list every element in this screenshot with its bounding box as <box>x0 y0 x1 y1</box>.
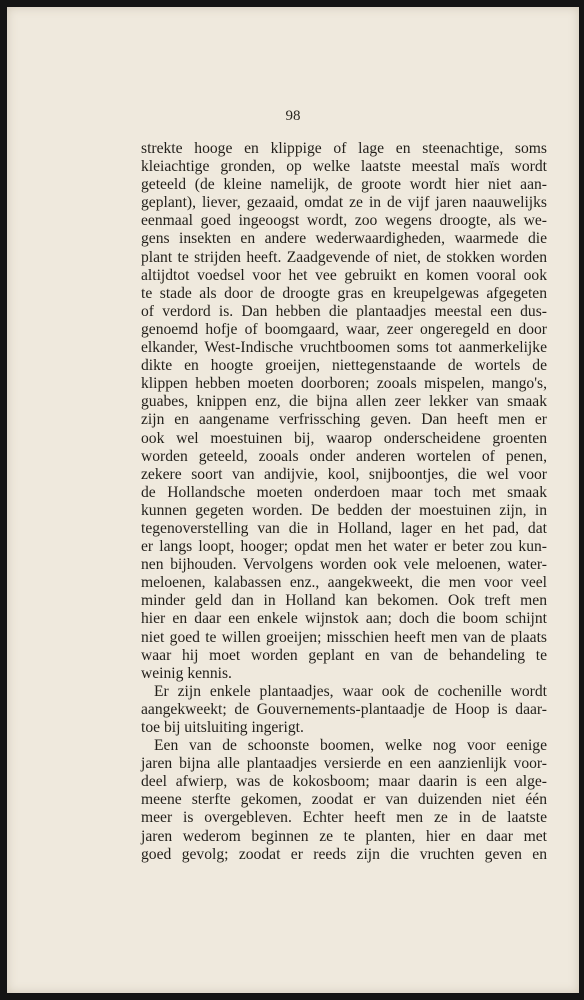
text-line: klippen hebben moeten doorboren; zooals mispelen, mango's, <box>141 375 547 393</box>
text-line: eenmaal goed ingeoogst wordt, zoo wegens droogte, als we- <box>141 212 547 230</box>
text-line: te stade als door de droogte gras en kreupelgewas afgegeten <box>141 284 547 302</box>
text-line: altijdtot voedsel voor het vee gebruikt en komen vooral ook <box>141 266 547 284</box>
body-text <box>141 140 547 864</box>
text-line: goed gevolg; zoodat er reeds zijn die vruchten geven en <box>141 845 547 863</box>
text-line: aangekweekt; de Gouvernements-plantaadje de Hoop is daar- <box>141 700 547 718</box>
text-line: ook wel moestuinen bij, waarop onderscheidene groenten <box>141 429 547 447</box>
text-line: Een van de schoonste boomen, welke nog voor eenige <box>154 737 547 755</box>
text-line: zekere soort van andijvie, kool, snijboontjes, die wel voor <box>141 465 547 483</box>
text-line: zijn en aangename verfrissching geven. Dan heeft men er <box>141 411 547 429</box>
text-line: toe bij uitsluiting ingerigt. <box>141 719 304 736</box>
text-line: meene sterfte gekomen, zoodat er van duizenden niet één <box>141 791 547 809</box>
text-line: jaren wederom beginnen ze te planten, hier en daar met <box>141 827 547 845</box>
text-line: niet goed te willen groeijen; misschien heeft men van de plaats <box>141 628 547 646</box>
text-line: Er zijn enkele plantaadjes, waar ook de cochenille wordt <box>154 682 547 700</box>
text-line: weinig kennis. <box>141 664 232 682</box>
text-line: deel afwierp, was de kokosboom; maar daarin is een alge- <box>141 773 547 791</box>
text-line: meloenen, kalabassen enz., aangekweekt, die men voor veel <box>141 574 547 592</box>
book-page <box>7 7 579 993</box>
text-line: strekte hooge en klippige of lage en steenachtige, soms <box>141 140 547 157</box>
text-line: meer is overgebleven. Echter heeft men ze in de laatste <box>141 809 547 827</box>
text-line: kunnen gegeten worden. De bedden der moestuinen zijn, in <box>141 501 547 519</box>
text-line: jaren bijna alle plantaadjes versierde en een aanzienlijk voor- <box>141 755 547 773</box>
text-line: gens insekten en andere wederwaardigheden, waarmede die <box>141 230 547 248</box>
page-number: 98 <box>285 108 301 124</box>
text-line: kleiachtige gronden, op welke laatste meestal maïs wordt <box>141 158 547 176</box>
text-line: of verdord is. Dan hebben die plantaadjes meestal een dus- <box>141 302 547 320</box>
text-line: er langs loopt, hooger; opdat men het water er beter zou kun- <box>141 538 547 556</box>
text-line: worden geteeld, zooals onder anderen wortelen of penen, <box>141 447 547 465</box>
text-line: geplant), liever, gezaaid, omdat ze in de vijf jaren naauwelijks <box>141 194 547 212</box>
text-line: elkander, West-Indische vruchtboomen soms tot aanmerkelijke <box>141 339 547 357</box>
text-line: minder geld dan in Holland kan bekomen. Ook treft men <box>141 592 547 610</box>
text-line: geteeld (de kleine namelijk, de groote wordt hier niet aan- <box>141 176 547 194</box>
text-line: waar hij moet worden geplant en van de behandeling te <box>141 646 547 664</box>
text-line: tegenoverstelling van die in Holland, lager en het pad, dat <box>141 519 547 537</box>
text-line: plant te strijden heeft. Zaadgevende of niet, de stokken worden <box>141 248 547 266</box>
text-line: genoemd hofje of boomgaard, waar, zeer ongeregeld en door <box>141 320 547 338</box>
text-line: dikte en hoogte groeijen, niettegenstaande de wortels de <box>141 357 547 375</box>
text-line: nen bijhouden. Vervolgens worden ook vele meloenen, water- <box>141 556 547 574</box>
text-line: hier en daar een enkele wijnstok aan; doch die boom schijnt <box>141 610 547 628</box>
text-line: de Hollandsche moeten onderdoen maar toch met smaak <box>141 483 547 501</box>
text-line: guabes, knippen enz, die bijna allen zeer lekker van smaak <box>141 393 547 411</box>
